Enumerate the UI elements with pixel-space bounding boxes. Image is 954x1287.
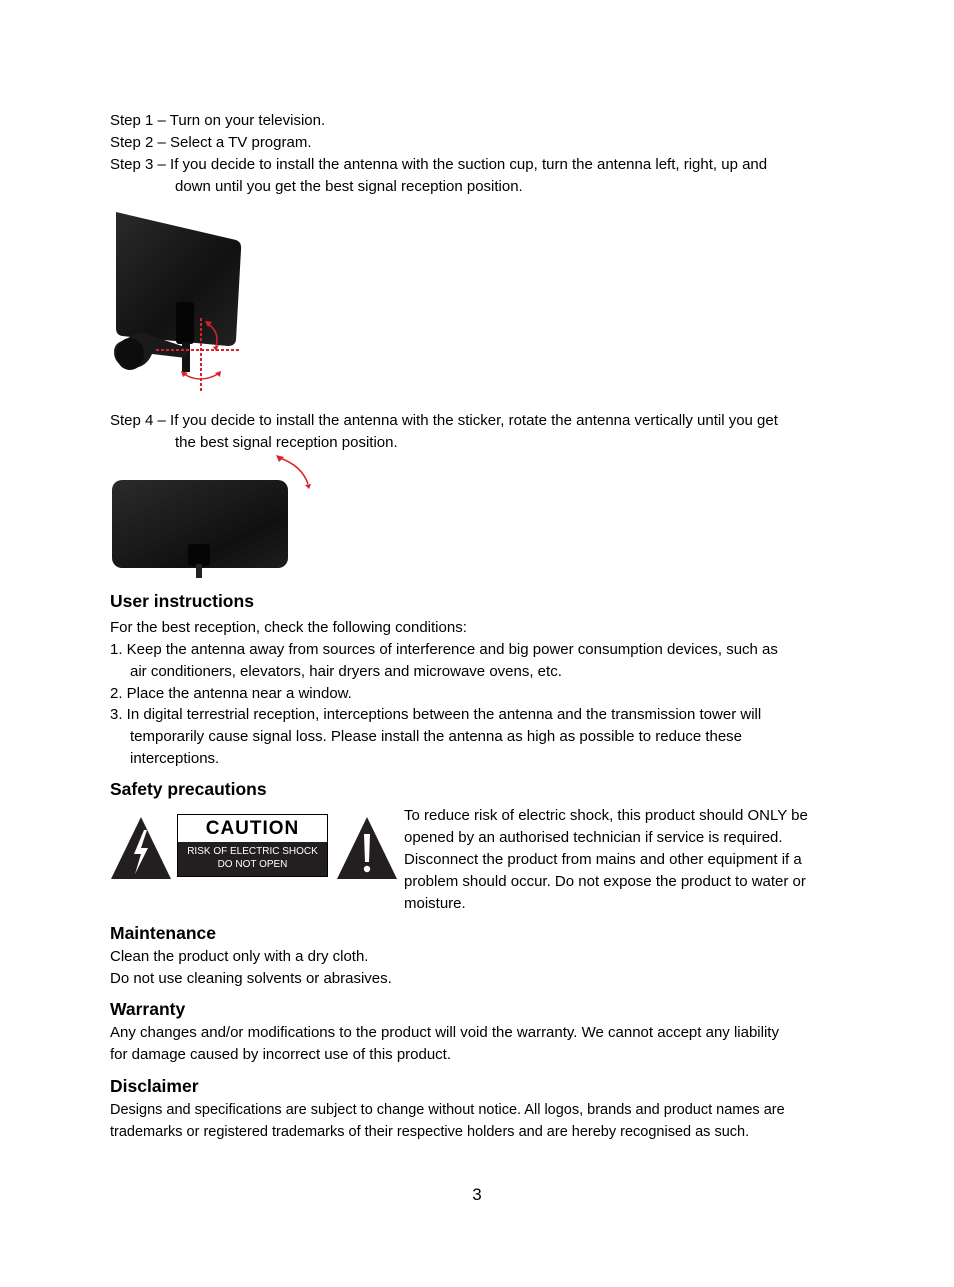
caution-line-1: RISK OF ELECTRIC SHOCK <box>187 846 318 857</box>
step-4-line-1: Step 4 – If you decide to install the antenna with the sticker, rotate the antenna vertically until you get <box>110 412 778 429</box>
instruction-item-2: 2. Place the antenna near a window. <box>110 685 352 702</box>
caution-label <box>177 814 328 877</box>
user-instructions-heading: User instructions <box>110 591 254 611</box>
user-instructions-intro: For the best reception, check the following conditions: <box>110 619 467 636</box>
safety-text-line-2: opened by an authorised technician if service is required. <box>404 829 783 846</box>
step-4-line-2: the best signal reception position. <box>175 434 398 451</box>
disclaimer-line-2: trademarks or registered trademarks of their respective holders and are hereby recognised as such. <box>110 1124 750 1140</box>
safety-text-line-4: problem should occur. Do not expose the product to water or <box>404 873 806 890</box>
instruction-item-3-line-3: interceptions. <box>130 750 220 767</box>
step-1: Step 1 – Turn on your television. <box>110 112 326 129</box>
instruction-item-1-line-1: 1. Keep the antenna away from sources of interference and big power consumption devices, such as <box>110 641 778 658</box>
warranty-line-1: Any changes and/or modifications to the product will void the warranty. We cannot accept any liability <box>110 1024 779 1041</box>
exclamation-warning-icon <box>336 816 398 880</box>
caution-warning <box>178 842 327 876</box>
instruction-item-3-line-1: 3. In digital terrestrial reception, interceptions between the antenna and the transmission tower will <box>110 706 762 723</box>
safety-precautions-heading: Safety precautions <box>110 779 267 799</box>
page-number: 3 <box>472 1185 482 1204</box>
safety-text-line-5: moisture. <box>404 895 466 912</box>
caution-line-2: DO NOT OPEN <box>217 858 288 870</box>
safety-text-line-3: Disconnect the product from mains and other equipment if a <box>404 851 802 868</box>
warranty-heading: Warranty <box>110 999 186 1019</box>
sticker-antenna-image <box>108 452 318 580</box>
instruction-item-3-line-2: temporarily cause signal loss. Please install the antenna as high as possible to reduce these <box>130 728 743 745</box>
electric-shock-warning-icon <box>110 816 172 880</box>
disclaimer-line-1: Designs and specifications are subject to change without notice. All logos, brands and product names are <box>110 1102 785 1118</box>
disclaimer-heading: Disclaimer <box>110 1076 199 1096</box>
step-2: Step 2 – Select a TV program. <box>110 134 312 151</box>
caution-title: CAUTION <box>205 818 300 839</box>
step-3-line-2: down until you get the best signal reception position. <box>175 178 523 195</box>
warranty-line-2: for damage caused by incorrect use of this product. <box>110 1046 452 1063</box>
safety-text-line-1: To reduce risk of electric shock, this product should ONLY be <box>404 807 808 824</box>
step-3-line-1: Step 3 – If you decide to install the antenna with the suction cup, turn the antenna left, right, up and <box>110 156 768 173</box>
maintenance-heading: Maintenance <box>110 923 216 943</box>
suction-cup-antenna-image <box>108 208 248 398</box>
maintenance-line-2: Do not use cleaning solvents or abrasives. <box>110 970 392 987</box>
safety-text <box>404 805 849 915</box>
instruction-item-1-line-2: air conditioners, elevators, hair dryers and microwave ovens, etc. <box>130 663 562 680</box>
maintenance-line-1: Clean the product only with a dry cloth. <box>110 948 369 965</box>
